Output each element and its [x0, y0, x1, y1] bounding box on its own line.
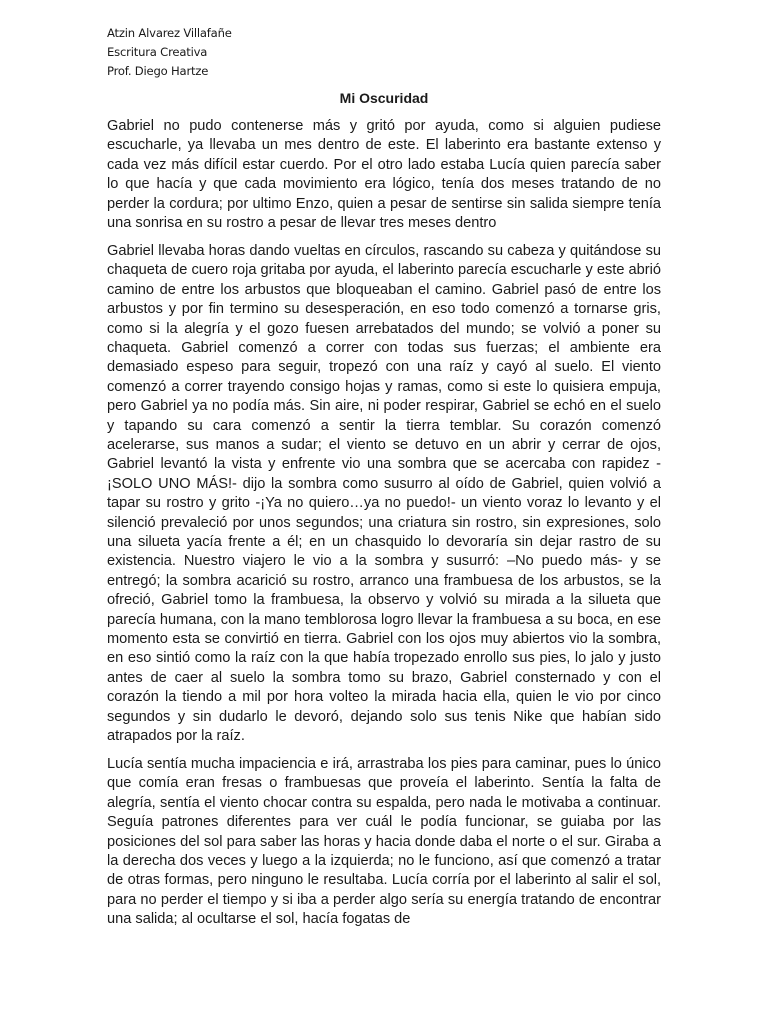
- paragraph-3: Lucía sentía mucha impaciencia e irá, arrastraba los pies para caminar, pues lo único que comía eran fresas o frambuesas que proveía el laberinto. Sentía la falta de alegría, sentía el viento chocar contra su espalda, pero nada le motivaba a continuar. Seguía patrones diferentes para ver cuál le podía funcionar, se guiaba por las posiciones del sol para saber las horas y hacia donde daba el norte o el sur. Giraba a la derecha dos veces y luego a la izquierda; no le funciono, así que comenzó a tratar de otras formas, pero ninguno le resultaba. Lucía corría por el laberinto al salir el sol, para no perder el tiempo y si iba a perder algo sería su energía tratando de encontrar una salida; al ocultarse el sol, hacía fogatas de: [107, 756, 661, 928]
- document-title: Mi Oscuridad: [339, 90, 429, 106]
- professor-name: Prof. Diego Hartze: [107, 64, 209, 78]
- document-page: [107, 24, 661, 938]
- paragraph-1: Gabriel no pudo contenerse más y gritó por ayuda, como si alguien pudiese escucharle, ya llevaba un mes dentro de este. El laberinto era bastante extenso y cada vez más difícil estar cuerdo. Por el otro lado estaba Lucía quien parecía saber lo que hacía y que cada movimiento era lógico, tenía dos meses tratando de no perder la cordura; por ultimo Enzo, quien a pesar de sentirse sin salida siempre tenía una sonrisa en su rostro a pesar de llevar tres meses dentro: [107, 118, 661, 232]
- paragraph-2: Gabriel llevaba horas dando vueltas en círculos, rascando su cabeza y quitándose su chaqueta de cuero roja gritaba por ayuda, el laberinto parecía escucharle y este abrió camino de entre los arbustos que bloqueaban el camino. Gabriel pasó de entre los arbustos y por fin termino su desesperación, en eso todo comenzó a tornarse gris, como si la alegría y el gozo fuesen arrebatados del mundo; se volvió a poner su chaqueta. Gabriel comenzó a correr con todas sus fuerzas; el ambiente era demasiado espeso para seguir, tropezó con una raíz y cayó al suelo. El viento comenzó a correr trayendo consigo hojas y ramas, como si este lo quisiera empuja, pero Gabriel ya no podía más. Sin aire, ni poder respirar, Gabriel se echó en el suelo y tapando su cara comenzó a sentir la tierra temblar. Su corazón comenzó acelerarse, sus manos a sudar; el viento se detuvo en un abrir y cerrar de ojos, Gabriel levantó la vista y enfrente vio una sombra que se acercaba con rapidez -¡SOLO UNO MÁS!- dijo la sombra como susurro al oído de Gabriel, quien volvió a tapar su rostro y grito -¡Ya no quiero…ya no puedo!- un viento voraz lo levanto y el silenció prevaleció por unos segundos; una criatura sin rostro, sin expresiones, solo una silueta yacía frente a él; en un chasquido lo devoraría sin dejar rastro de su existencia. Nuestro viajero le vio a la sombra y susurró: –No puedo más- y se entregó; la sombra acarició su rostro, arranco una frambuesa de los arbustos, se la ofreció, Gabriel tomo la frambuesa, la observo y volvió su mirada a la silueta que parecía humana, con la mano temblorosa logro llevar la frambuesa a su boca, en ese momento esta se convirtió en tierra. Gabriel con los ojos muy abiertos vio la sombra, en eso sintió como la raíz con la que había tropezado enrollo sus pies, lo jalo y justo antes de caer al suelo la sombra tomo su brazo, Gabriel consternado y con el corazón la tiendo a mil por hora volteo la mirada hacia ella, quien le vio por cinco segundos y sin dudarlo le devoró, dejando solo sus tenis Nike que habían sido atrapados por la raíz.: [107, 242, 661, 745]
- author-name: Atzin Alvarez Villafañe: [107, 26, 232, 40]
- course-name: Escritura Creativa: [107, 45, 208, 59]
